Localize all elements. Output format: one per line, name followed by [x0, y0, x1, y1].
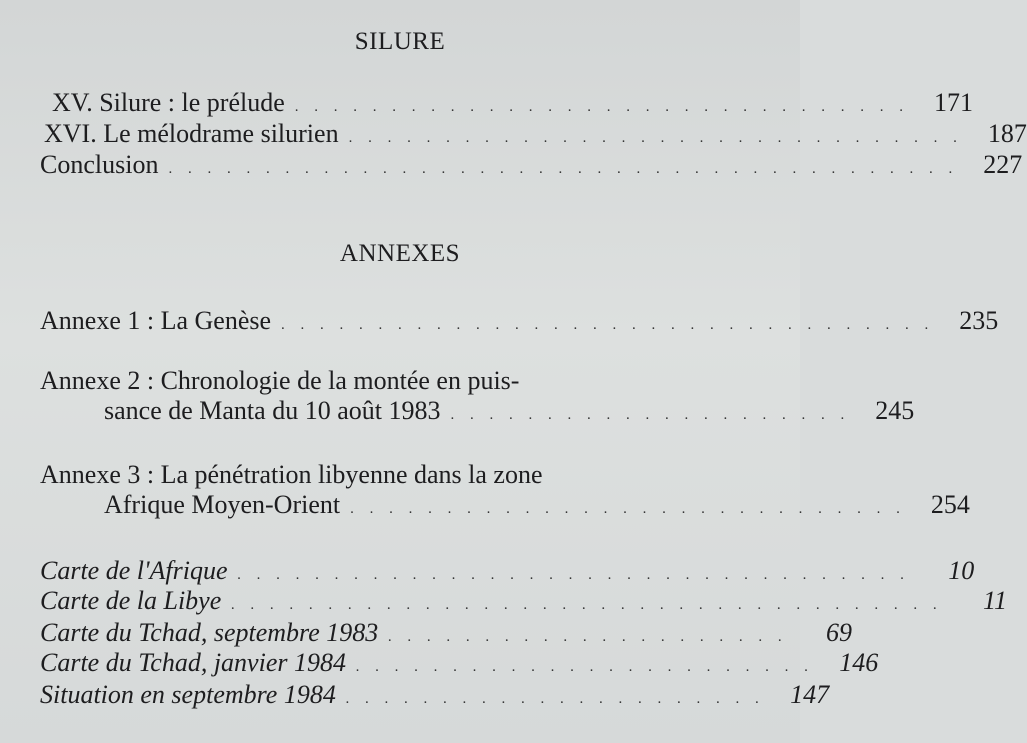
- dot-leader: . . . . . . . . . . . . . . . . . . . . .: [388, 629, 788, 645]
- map-entry-label: Carte de l'Afrique: [40, 556, 228, 585]
- toc-page-number: 254: [930, 490, 970, 519]
- dot-leader: . . . . . . . . . . . . . . . . . . . . . . . . . . . . . . . . . . .: [237, 567, 911, 583]
- section-heading-annexes: ANNEXES: [339, 240, 461, 267]
- map-entry-label: Situation en septembre 1984: [40, 680, 336, 709]
- toc-entry: [40, 306, 999, 340]
- toc-entry-label: Annexe 1 : La Genèse: [40, 306, 272, 335]
- toc-entry: [44, 119, 1027, 153]
- toc-entry: [40, 150, 1023, 184]
- toc-page-number: 235: [959, 306, 999, 335]
- dot-leader: . . . . . . . . . . . . . . . . . . . . . . . .: [355, 659, 815, 675]
- toc-entry: [104, 490, 970, 524]
- toc-entry-label: XV. Silure : le prélude: [52, 88, 285, 117]
- dot-leader: . . . . . . . . . . . . . . . . . . . . . . . . . . . . . . . . . . . . .: [231, 597, 944, 613]
- toc-entry-label-line1: Annexe 3 : La pénétration libyenne dans la zone: [40, 460, 543, 489]
- map-entry: [40, 648, 879, 682]
- map-page-number: 11: [982, 586, 1008, 615]
- map-page-number: 146: [839, 648, 879, 677]
- toc-entry-label: Conclusion: [40, 150, 159, 179]
- dot-leader: . . . . . . . . . . . . . . . . . . . . . . . . . . . . .: [350, 501, 906, 517]
- dot-leader: . . . . . . . . . . . . . . . . . . . . . .: [345, 691, 766, 707]
- toc-page-number: 171: [934, 88, 974, 117]
- toc-entry-label: sance de Manta du 10 août 1983: [104, 396, 441, 425]
- map-page-number: 69: [825, 618, 852, 647]
- toc-entry: [104, 396, 915, 430]
- map-entry-label: Carte du Tchad, septembre 1983: [40, 618, 379, 647]
- map-page-number: 10: [948, 556, 975, 585]
- map-entry-label: Carte de la Libye: [40, 586, 222, 615]
- toc-entry-label: Afrique Moyen-Orient: [104, 490, 341, 519]
- map-entry-label: Carte du Tchad, janvier 1984: [40, 648, 346, 677]
- dot-leader: . . . . . . . . . . . . . . . . . . . . . . . . . . . . . . . .: [348, 130, 963, 146]
- section-heading-silure: SILURE: [354, 28, 446, 55]
- toc-page-number: 227: [983, 150, 1023, 179]
- dot-leader: . . . . . . . . . . . . . . . . . . . . .: [450, 407, 851, 423]
- toc-entry: [52, 88, 974, 122]
- dot-leader: . . . . . . . . . . . . . . . . . . . . . . . . . . . . . . . . . .: [281, 317, 935, 333]
- dot-leader: . . . . . . . . . . . . . . . . . . . . . . . . . . . . . . . .: [294, 99, 910, 115]
- map-page-number: 147: [790, 680, 830, 709]
- map-entry: [40, 680, 830, 714]
- map-entry: [40, 586, 1008, 620]
- dot-leader: . . . . . . . . . . . . . . . . . . . . . . . . . . . . . . . . . . . . . . . . .: [168, 161, 959, 177]
- toc-page-number: 187: [987, 119, 1027, 148]
- toc-entry-label: XVI. Le mélodrame silurien: [44, 119, 339, 148]
- map-entry: [40, 556, 975, 590]
- toc-page-number: 245: [875, 396, 915, 425]
- map-entry: [40, 618, 852, 652]
- toc-entry-label-line1: Annexe 2 : Chronologie de la montée en puis-: [40, 366, 520, 395]
